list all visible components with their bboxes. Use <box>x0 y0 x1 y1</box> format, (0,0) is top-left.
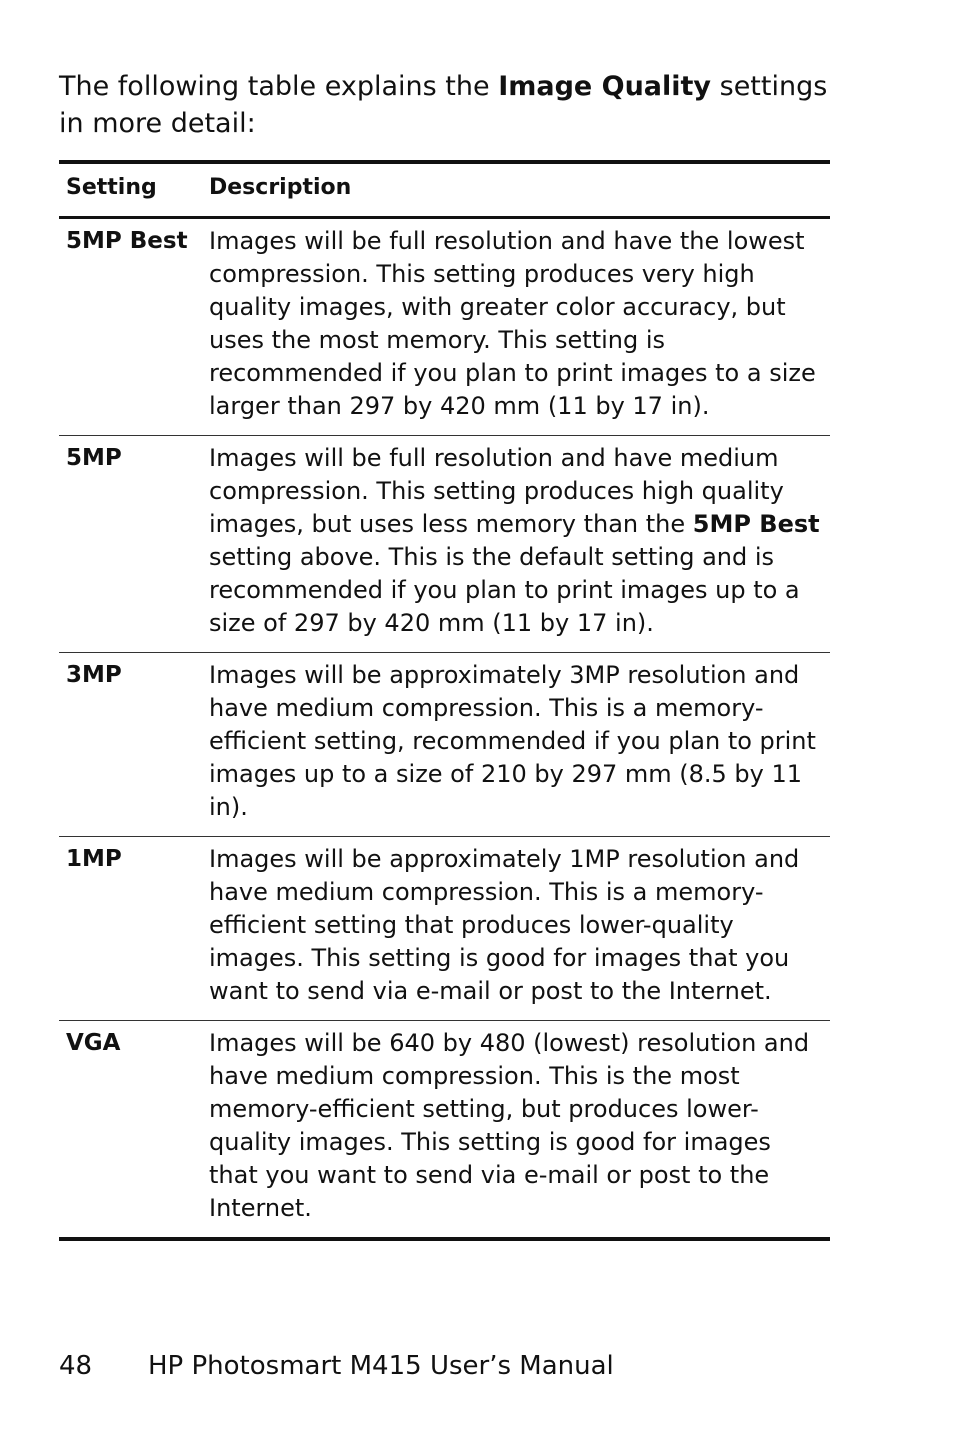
intro-text-after: settings in more detail: <box>59 71 828 139</box>
intro-paragraph <box>59 68 839 142</box>
setting-description: Images will be 640 by 480 (lowest) resolution and have medium compression. This is the most memory-efficient setting, but produces lower-quality images. This setting is good for images that you want to send via e-mail or post to the Internet. <box>209 1029 810 1222</box>
setting-description: Images will be full resolution and have the lowest compression. This setting produces very high quality images, with greater color accuracy, but uses the most memory. This setting is recommended if you plan to print images to a size larger than 297 by 420 mm (11 by 17 in). <box>202 218 830 436</box>
table-row <box>59 436 830 653</box>
setting-name: 3MP <box>59 653 202 837</box>
table-row <box>59 218 830 436</box>
description-text-before: Images will be full resolution and have medium compression. This setting produces high quality images, but uses less memory than the <box>209 444 784 538</box>
table-row <box>59 1021 830 1240</box>
table-row <box>59 837 830 1021</box>
header-description: Description <box>202 162 830 218</box>
page-footer <box>59 1348 614 1384</box>
intro-text-before: The following table explains the <box>59 71 499 102</box>
image-quality-table <box>59 160 830 1241</box>
setting-name: 5MP Best <box>59 218 202 436</box>
setting-name: VGA <box>66 1030 121 1056</box>
header-setting: Setting <box>59 162 202 218</box>
setting-description <box>202 436 830 653</box>
description-bold-term: 5MP Best <box>692 510 820 538</box>
description-text-after: setting above. This is the default setting and is recommended if you plan to print images up to a size of 297 by 420 mm (11 by 17 in). <box>209 543 800 637</box>
setting-description: Images will be approximately 3MP resolution and have medium compression. This is a memory-efficient setting, recommended if you plan to print images up to a size of 210 by 297 mm (8.5 by 11 in). <box>202 653 830 837</box>
intro-bold-term: Image Quality <box>498 71 712 102</box>
table-row <box>59 653 830 837</box>
setting-name: 1MP <box>59 837 202 1021</box>
manual-title: HP Photosmart M415 User’s Manual <box>148 1351 614 1381</box>
page-number: 48 <box>59 1351 93 1381</box>
table-header-row <box>59 162 830 218</box>
setting-name: 5MP <box>59 436 202 653</box>
setting-description: Images will be approximately 1MP resolution and have medium compression. This is a memory-efficient setting that produces lower-quality images. This setting is good for images that you want to send via e-mail or post to the Internet. <box>202 837 830 1021</box>
